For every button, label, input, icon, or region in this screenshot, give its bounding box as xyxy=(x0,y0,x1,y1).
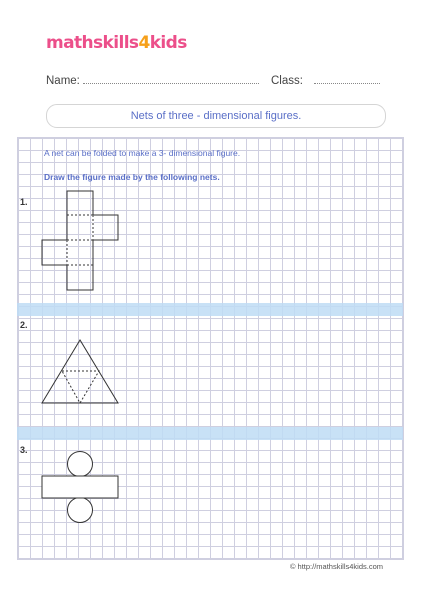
instruction-prompt: Draw the figure made by the following nets. xyxy=(44,172,220,182)
question-number-3: 3. xyxy=(20,445,28,455)
worksheet-title: Nets of three - dimensional figures. xyxy=(46,104,386,128)
cylinder-net-top-circle xyxy=(68,452,93,477)
cube-net-side-face xyxy=(93,215,118,240)
instruction-text: A net can be folded to make a 3- dimensional figure. xyxy=(44,148,241,158)
cylinder-net xyxy=(42,452,118,523)
cylinder-net-bottom-circle xyxy=(68,498,93,523)
question-number-1: 1. xyxy=(20,197,28,207)
footer-credit: © http://mathskills4kids.com xyxy=(289,562,383,571)
fold-line xyxy=(62,371,99,403)
site-logo: mathskills4kids xyxy=(46,33,187,53)
cube-net-side-face xyxy=(42,240,67,265)
name-label: Name: xyxy=(46,75,80,87)
question-number-2: 2. xyxy=(20,320,28,330)
cube-net xyxy=(42,191,118,290)
pyramid-net xyxy=(42,340,118,403)
cylinder-net-rectangle xyxy=(42,476,118,498)
class-label: Class: xyxy=(271,75,303,87)
